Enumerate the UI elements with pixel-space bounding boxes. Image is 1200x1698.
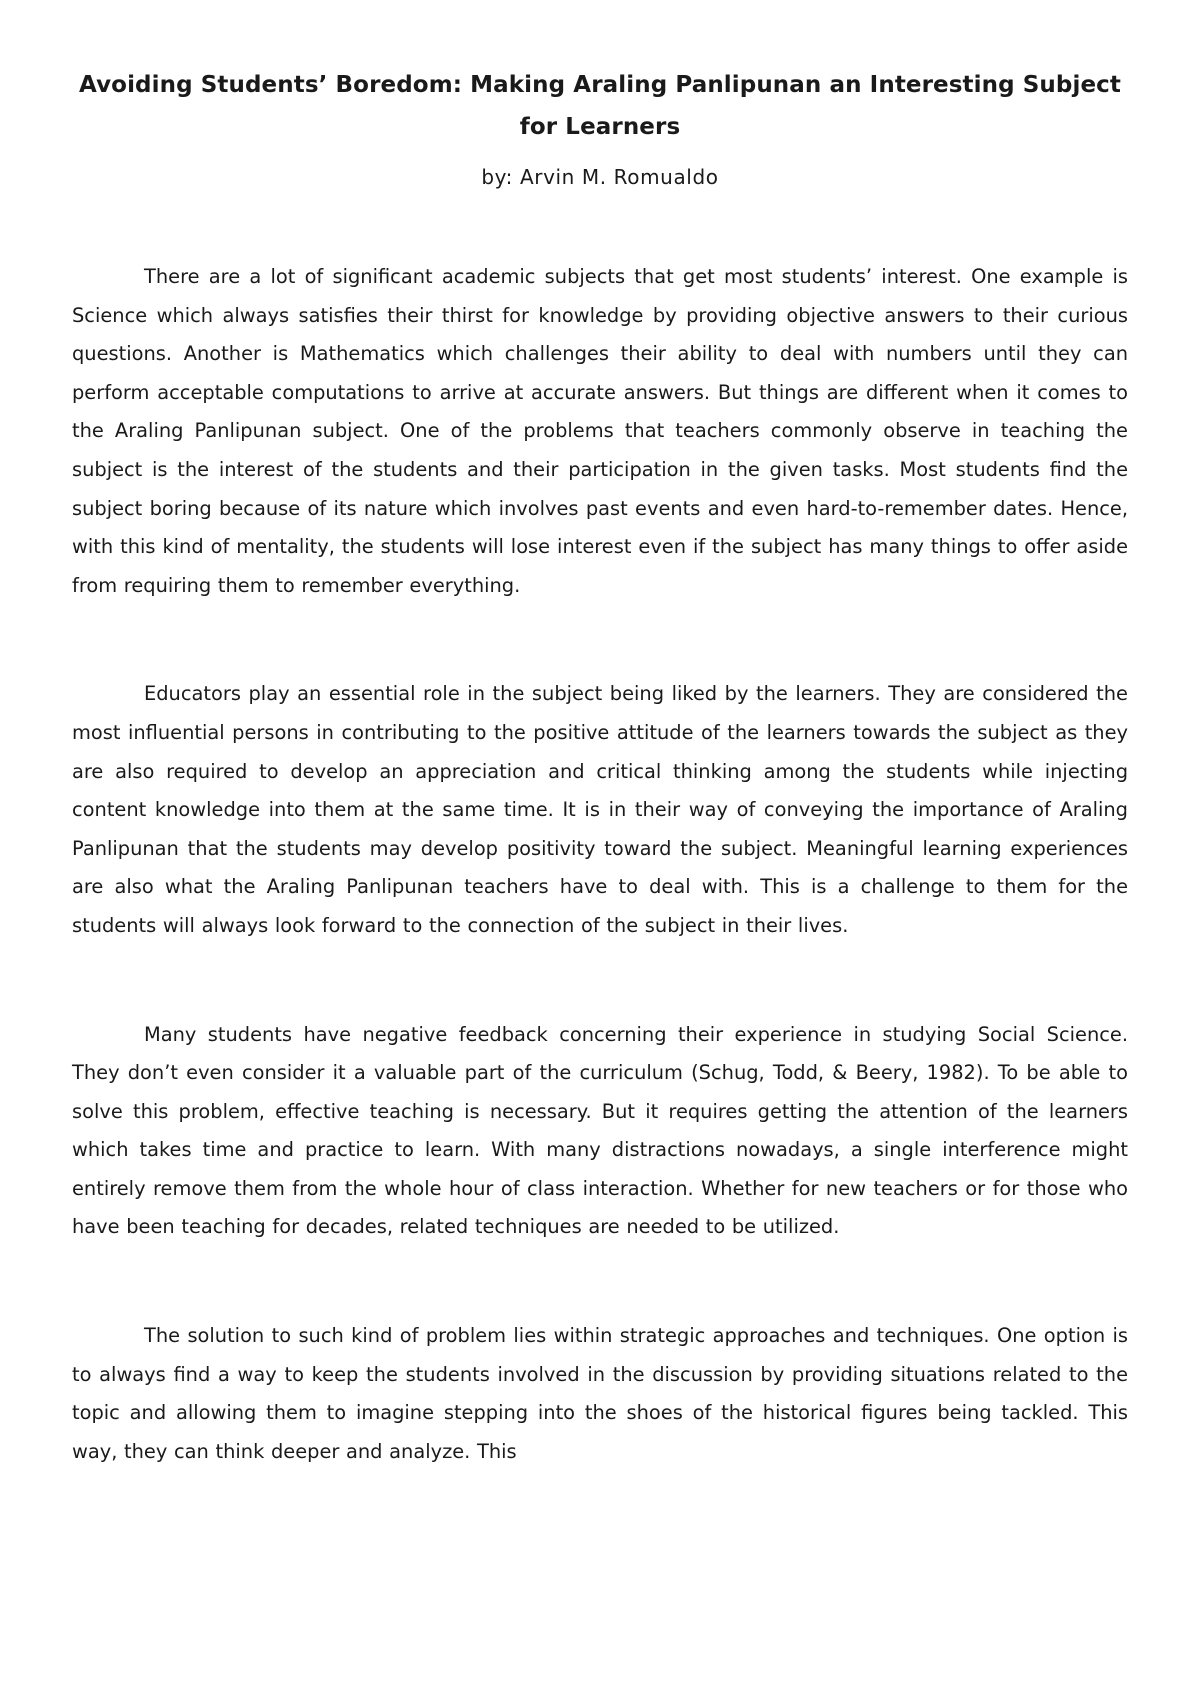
paragraph-4: The solution to such kind of problem lies within strategic approaches and techniques. One option is to always find a way to keep the students involved in the discussion by providing situations related to the topic and allowing them to imagine stepping into the shoes of the historical figures being tackled. This way, they can think deeper and analyze. This [72, 1324, 1128, 1463]
paragraph-2: Educators play an essential role in the subject being liked by the learners. They are considered the most influential persons in contributing to the positive attitude of the learners towards the subject as they are also required to develop an appreciation and critical thinking among the students while injecting content knowledge into them at the same time. It is in their way of conveying the importance of Araling Panlipunan that the students may develop positivity toward the subject. Meaningful learning experiences are also what the Araling Panlipunan teachers have to deal with. This is a challenge to them for the students will always look forward to the connection of the subject in their lives. [72, 682, 1128, 937]
paragraph-3: Many students have negative feedback concerning their experience in studying Social Science. They don’t even consider it a valuable part of the curriculum (Schug, Todd, & Beery, 1982). To be able to solve this problem, effective teaching is necessary. But it requires getting the attention of the learners which takes time and practice to learn. With many distractions nowadays, a single interference might entirely remove them from the whole hour of class interaction. Whether for new teachers or for those who have been teaching for decades, related techniques are needed to be utilized. [72, 1022, 1128, 1239]
document-byline: by: Arvin M. Romualdo [481, 165, 719, 189]
paragraph-1: There are a lot of significant academic subjects that get most students’ interest. One example is Science which always satisfies their thirst for knowledge by providing objective answers to their curious questions. Another is Mathematics which challenges their ability to deal with numbers until they can perform acceptable computations to arrive at accurate answers. But things are different when it comes to the Araling Panlipunan subject. One of the problems that teachers commonly observe in teaching the subject is the interest of the students and their participation in the given tasks. Most students find the subject boring because of its nature which involves past events and even hard-to-remember dates. Hence, with this kind of mentality, the students will lose interest even if the subject has many things to offer aside from requiring them to remember everything. [72, 265, 1128, 597]
document-body [72, 258, 1128, 1471]
document-title: Avoiding Students’ Boredom: Making Araling Panlipunan an Interesting Subject for Learners [79, 72, 1121, 140]
